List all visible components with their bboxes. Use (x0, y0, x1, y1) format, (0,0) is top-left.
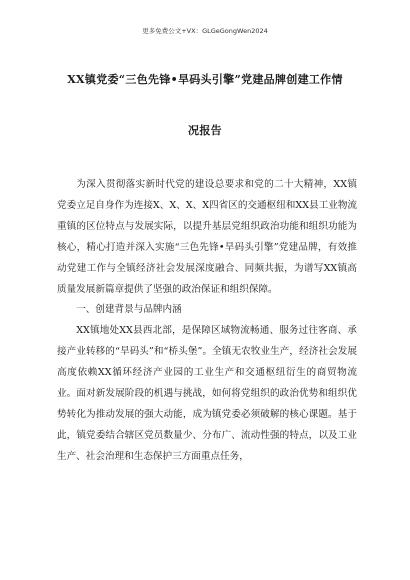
section-heading-1: 一、创建背景与品牌内涵 (76, 304, 182, 316)
document-title-line-1: XX镇党委“三色先锋•旱码头引擎”党建品牌创建工作情 (67, 73, 343, 86)
document-body (57, 175, 357, 468)
paragraph-background: XX镇地处XX县西北部，是保障区域物流畅通、服务过往客商、承接产业转移的“旱码头”和“桥头堡”。全镇无农牧业生产，经济社会发展高度依赖XX循环经济产业园的工业生产和交通枢纽衍生的商贸物流业。面对新发展阶段的机遇与挑战，如何将党组织的政治优势和组织优势转化为推动发展的强大动能，成为镇党委必须破解的核心课题。基于此，镇党委结合辖区党员数量少、分布广、流动性强的特点，以及工业生产、社会治理和生态保护三方面重点任务， (57, 325, 357, 462)
header-note: 更多免费公文+VX：GLGeGongWen2024 (142, 27, 268, 35)
paragraph-intro: 为深入贯彻落实新时代党的建设总要求和党的二十大精神，XX镇党委立足自身作为连接X、X、X、X四省区的交通枢纽和XX县工业物流重镇的区位特点与发展实际，以提升基层党组织政治功能和组织功能为核心，精心打造并深入实施“三色先锋•旱码头引擎”党建品牌，有效推动党建工作与全镇经济社会发展深度融合、同频共振，为谱写XX镇高质量发展新篇章提供了坚强的政治保证和组织保障。 (57, 179, 358, 295)
document-title-line-2: 况报告 (188, 124, 222, 137)
